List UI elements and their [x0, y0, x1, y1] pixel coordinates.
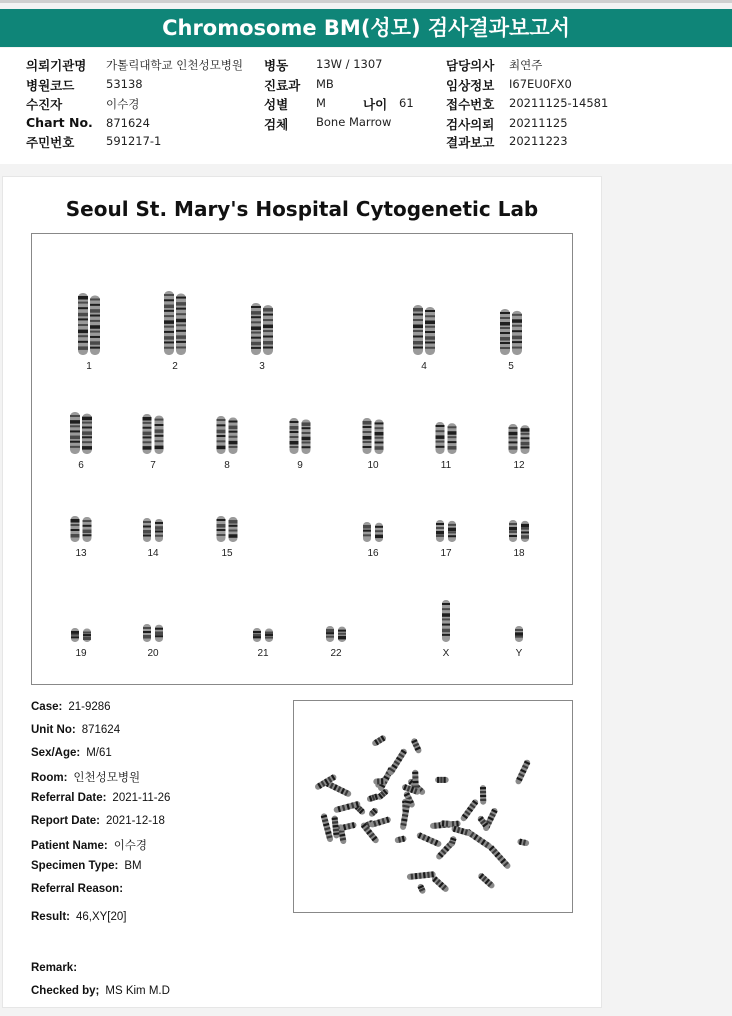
karyogram-chromosomes	[32, 234, 572, 684]
chromosome-12	[509, 424, 530, 454]
chromosome-22	[326, 626, 346, 642]
chromosome-13	[71, 516, 92, 542]
info-value: I67EU0FX0	[509, 77, 572, 91]
info-value: 20211125	[509, 116, 568, 130]
info-value: 591217-1	[106, 134, 162, 148]
metaphase-chromosome	[431, 875, 450, 893]
karyogram-image	[31, 233, 573, 685]
unit-no-row: Unit No: 871624	[31, 724, 121, 736]
chromosome-17	[436, 520, 456, 542]
chromosome-4	[413, 305, 435, 355]
case-row: Case: 21-9286	[31, 701, 111, 713]
info-value: 53138	[106, 77, 143, 91]
chromosome-label: 1	[86, 361, 92, 372]
top-border	[0, 0, 732, 3]
info-label: 성별	[264, 97, 289, 112]
info-label: 병원코드	[26, 78, 75, 93]
chromosome-10	[363, 418, 384, 454]
chromosome-Y	[515, 626, 523, 642]
remark-row: Remark:	[31, 962, 78, 974]
sex-age-row: Sex/Age: M/61	[31, 747, 112, 759]
chromosome-label: 16	[367, 548, 379, 559]
metaphase-chromosome	[387, 748, 408, 777]
info-value: 20211223	[509, 134, 568, 148]
metaphase-chromosome	[368, 807, 379, 818]
chromosome-9	[290, 418, 311, 454]
info-label: 의뢰기관명	[26, 58, 87, 73]
chromosome-label: 11	[440, 460, 452, 471]
chromosome-label: 19	[75, 648, 87, 659]
referral-reason-row: Referral Reason:	[31, 883, 124, 895]
chromosome-label: 4	[421, 361, 427, 372]
result-row: Result: 46,XY[20]	[31, 911, 127, 923]
metaphase-chromosome	[366, 793, 380, 803]
metaphase-chromosome	[371, 734, 387, 747]
patient-name-row: Patient Name: 이수경	[31, 840, 148, 852]
metaphase-chromosome	[369, 816, 392, 828]
chromosome-label: X	[442, 648, 450, 659]
metaphase-chromosome	[517, 838, 530, 846]
chromosome-15	[217, 516, 238, 542]
chromosome-label: 9	[297, 460, 303, 471]
metaphase-chromosome	[400, 798, 411, 830]
metaphase-chromosomes	[294, 701, 572, 912]
metaphase-chromosome	[440, 820, 452, 827]
chromosome-8	[217, 416, 238, 454]
metaphase-chromosome	[477, 872, 496, 890]
info-value: M	[316, 96, 326, 110]
chromosome-label: 14	[147, 548, 159, 559]
info-value: 최연주	[509, 58, 543, 72]
chromosome-label: 20	[147, 648, 159, 659]
cytogenetic-report	[2, 176, 602, 1008]
chromosome-label: 22	[330, 648, 342, 659]
info-label: 담당의사	[446, 58, 495, 73]
info-label: 검사의뢰	[446, 117, 495, 132]
chromosome-X	[442, 600, 450, 642]
report-title: Chromosome BM(성모) 검사결과보고서	[0, 9, 732, 47]
chromosome-label: 7	[150, 460, 156, 471]
metaphase-chromosome	[320, 813, 333, 843]
chromosome-6	[70, 412, 92, 454]
info-label: 수진자	[26, 97, 63, 112]
chromosome-20	[143, 624, 163, 642]
referral-date-row: Referral Date: 2021-11-26	[31, 792, 171, 804]
metaphase-chromosome	[394, 835, 407, 843]
chromosome-14	[143, 518, 163, 542]
chromosome-16	[363, 522, 383, 542]
info-value: 가톨릭대학교 인천성모병원	[106, 58, 243, 72]
chromosome-label: 18	[513, 548, 525, 559]
chromosome-3	[251, 303, 273, 355]
metaphase-chromosome	[514, 759, 531, 786]
metaphase-chromosome	[435, 777, 449, 783]
info-value: MB	[316, 77, 334, 91]
info-value: 20211125-14581	[509, 96, 609, 110]
metaphase-chromosome	[410, 737, 422, 754]
chromosome-18	[509, 520, 529, 542]
chromosome-2	[164, 291, 186, 355]
info-value: 이수경	[106, 97, 140, 111]
metaphase-chromosome	[451, 825, 472, 836]
chromosome-label: 2	[172, 361, 178, 372]
metaphase-spread-image	[293, 700, 573, 913]
metaphase-chromosome	[331, 815, 339, 838]
metaphase-chromosome	[417, 883, 427, 895]
specimen-type-row: Specimen Type: BM	[31, 860, 142, 872]
metaphase-chromosome	[373, 778, 385, 784]
info-value: Bone Marrow	[316, 115, 392, 129]
chromosome-label: 8	[224, 460, 230, 471]
info-label: 병동	[264, 58, 289, 73]
info-label: Chart No.	[26, 115, 93, 130]
metaphase-chromosome	[480, 785, 486, 805]
chromosome-label: 3	[259, 361, 265, 372]
metaphase-chromosome	[459, 798, 479, 822]
metaphase-chromosome	[339, 822, 357, 832]
chromosome-label: 10	[367, 460, 379, 471]
chromosome-21	[253, 628, 273, 642]
info-label: 진료과	[264, 78, 301, 93]
chromosome-label: Y	[515, 648, 523, 659]
info-label: 주민번호	[26, 135, 75, 150]
chromosome-label: 6	[78, 460, 84, 471]
metaphase-chromosome	[416, 832, 443, 848]
info-value: 61	[399, 96, 414, 110]
lab-title: Seoul St. Mary's Hospital Cytogenetic Lab	[65, 197, 539, 221]
checked-by-row: Checked by; MS Kim M.D	[31, 985, 170, 997]
info-label: 나이	[363, 97, 388, 112]
info-label: 결과보고	[446, 135, 495, 150]
info-value: 871624	[106, 116, 150, 130]
report-date-row: Report Date: 2021-12-18	[31, 815, 165, 827]
chromosome-label: 13	[75, 548, 87, 559]
room-row: Room: 인천성모병원	[31, 772, 141, 784]
chromosome-label: 21	[257, 648, 269, 659]
metaphase-chromosome	[487, 844, 511, 870]
chromosome-1	[78, 293, 100, 355]
info-label: 임상정보	[446, 78, 495, 93]
patient-info-panel	[0, 48, 732, 164]
chromosome-7	[143, 414, 164, 454]
chromosome-5	[500, 309, 522, 355]
metaphase-chromosome	[407, 871, 436, 880]
chromosome-11	[436, 422, 457, 454]
info-value: 13W / 1307	[316, 57, 383, 71]
chromosome-label: 17	[440, 548, 452, 559]
chromosome-label: 15	[221, 548, 233, 559]
info-label: 접수번호	[446, 97, 495, 112]
metaphase-chromosome	[333, 801, 361, 814]
chromosome-label: 12	[513, 460, 525, 471]
info-label: 검체	[264, 117, 289, 132]
chromosome-19	[71, 628, 91, 642]
chromosome-label: 5	[508, 361, 514, 372]
